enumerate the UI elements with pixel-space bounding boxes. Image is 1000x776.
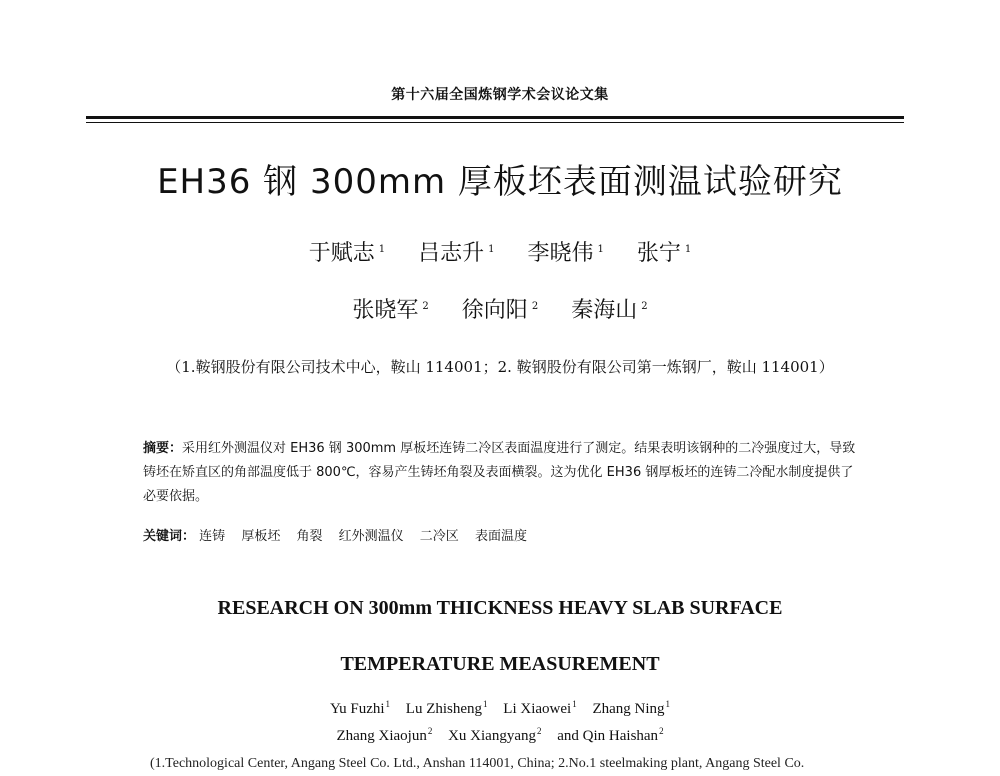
authors-en-line1	[0, 699, 1000, 718]
abstract-text: 采用红外测温仪对 EH36 钢 300mm 厚板坯连铸二冷区表面温度进行了测定。结果表明该钢种的二冷强度过大，导致铸坯在矫直区的角部温度低于 800℃，容易产生铸坯角裂及表面横裂。这为优化 EH36 钢厚板坯的连铸二冷配水制度提供了必要依据。	[143, 441, 856, 504]
author: 李晓伟 $^1$	[527, 241, 604, 266]
keyword: 二冷区	[419, 529, 459, 544]
author-en: Zhang Xiaojun$^2$	[336, 726, 433, 744]
author: 张晓军 $^2$	[352, 298, 429, 323]
keyword: 连铸	[199, 529, 226, 544]
header-rule-thin	[86, 122, 904, 123]
paper-title-en-line2: TEMPERATURE MEASUREMENT	[340, 653, 660, 675]
keyword: 厚板坯	[241, 529, 281, 544]
author: 于赋志 $^1$	[308, 241, 386, 266]
paper-title-cn: EH36 钢 300mm 厚板坯表面测温试验研究	[157, 162, 843, 202]
author-en: and Qin Haishan$^2$	[557, 726, 664, 744]
keywords	[143, 525, 863, 544]
abstract	[143, 437, 863, 509]
author-en: Li Xiaowei$^1$	[503, 699, 577, 717]
affiliations-cn: （1.鞍钢股份有限公司技术中心，鞍山 114001；2. 鞍钢股份有限公司第一炼钢厂，鞍山 114001）	[166, 358, 834, 376]
affiliations-en-cut: (1.Technological Center, Angang Steel Co. Ltd., Anshan 114001, China; 2.No.1 steelmaking plant, Angang Steel Co.	[150, 756, 805, 771]
keywords-label: 关键词：	[143, 529, 196, 544]
running-head: 第十六届全国炼钢学术会议论文集	[391, 87, 609, 103]
author: 徐向阳 $^2$	[461, 298, 539, 323]
authors-cn-line1	[0, 236, 1000, 267]
author-en: Lu Zhisheng$^1$	[405, 699, 488, 717]
authors-cn-line2	[0, 293, 1000, 324]
header-rule-thick	[86, 116, 904, 119]
keyword: 角裂	[296, 529, 323, 544]
abstract-label: 摘要：	[143, 441, 183, 456]
author-en: Xu Xiangyang$^2$	[448, 726, 542, 744]
author: 张宁 $^1$	[636, 241, 692, 266]
paper-title-en-line1: RESEARCH ON 300mm THICKNESS HEAVY SLAB SURFACE	[217, 597, 783, 619]
keyword: 表面温度	[474, 529, 527, 544]
author-en: Yu Fuzhi$^1$	[329, 699, 391, 717]
authors-en-line2	[0, 726, 1000, 745]
keyword: 红外测温仪	[338, 529, 404, 544]
author-en: Zhang Ning$^1$	[592, 699, 671, 717]
author: 秦海山 $^2$	[571, 298, 648, 323]
author: 吕志升 $^1$	[418, 241, 495, 266]
